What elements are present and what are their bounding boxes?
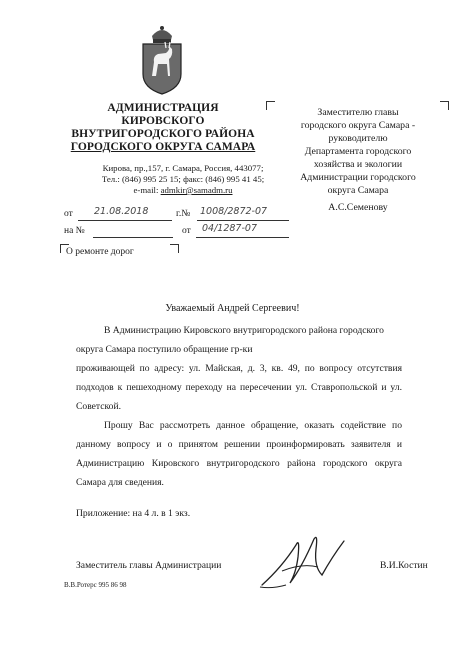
recipient-name: А.С.Семенову (328, 202, 388, 213)
reference-underline (93, 237, 173, 238)
address-line: Кирова, пр.,157, г. Самара, Россия, 443077; (102, 163, 264, 173)
paragraph-1-rest: проживающей по адресу: ул. Майская, д. 3, кв. 49, по вопросу отсутствия подходов к пешеходному переходу на пересечении ул. Ставропольской и ул. Советской. (76, 363, 402, 412)
organization-name (58, 102, 268, 154)
recipient-line: городского округа Самара - (300, 120, 416, 131)
number-underline (197, 220, 289, 221)
phone-line: Тел.: (846) 995 25 15; факс: (846) 995 41 45; (101, 174, 265, 184)
recipient-line: руководителю (328, 133, 388, 144)
subject-bracket-right (170, 244, 179, 253)
attachment-note: Приложение: на 4 л. в 1 экз. (76, 508, 191, 519)
registration-date: 21.08.2018 (94, 206, 149, 217)
paragraph-1-line-1: В Администрацию Кировского внутригородского района городского (104, 325, 384, 336)
number-label: г.№ (176, 209, 191, 219)
org-line-2: КИРОВСКОГО (121, 115, 205, 127)
signatory-name: В.И.Костин (380, 560, 428, 571)
reference-label: на № (64, 226, 85, 236)
registration-number: 1008/2872-07 (200, 206, 268, 217)
greeting: Уважаемый Андрей Сергеевич! (165, 303, 300, 314)
email-link[interactable]: admkir@samadm.ru (160, 185, 233, 195)
letter-paragraph-2: Прошу Вас рассмотреть данное обращение, оказать содействие по данному вопросу и о принятом решении проинформировать заявителя и Администрацию Кировского внутригородского района городского округа Самара для сведения. (76, 420, 402, 488)
executor-info: В.В.Ротерс 995 86 98 (64, 581, 127, 589)
coat-of-arms-icon (140, 22, 184, 96)
org-line-3: ВНУТРИГОРОДСКОГО РАЙОНА (71, 128, 255, 140)
org-line-1: АДМИНИСТРАЦИЯ (107, 102, 219, 114)
recipient-line: Заместителю главы (317, 107, 399, 118)
letter-subject: О ремонте дорог (66, 247, 134, 257)
signatory-title: Заместитель главы Администрации (76, 560, 222, 571)
paragraph-1-line-2: округа Самара поступило обращение гр-ки (76, 344, 253, 355)
recipient-line: округа Самара (327, 185, 389, 196)
email-line (78, 185, 288, 196)
recipient-line: Администрации городского (300, 172, 416, 183)
org-line-4: ГОРОДСКОГО ОКРУГА САМАРА (70, 141, 256, 153)
organization-address (78, 163, 288, 196)
recipient-line: хозяйства и экологии (313, 159, 403, 170)
reference-date-underline (196, 237, 289, 238)
from-label: от (64, 209, 73, 219)
handwritten-signature-icon (252, 527, 364, 591)
email-label: e-mail: (133, 185, 161, 195)
reference-from-label: от (182, 226, 191, 236)
recipient-block (268, 106, 448, 214)
date-underline (78, 220, 172, 221)
recipient-line: Департамента городского (304, 146, 412, 157)
reference-date: 04/1287-07 (202, 223, 257, 234)
letter-paragraph-1 (76, 321, 402, 416)
